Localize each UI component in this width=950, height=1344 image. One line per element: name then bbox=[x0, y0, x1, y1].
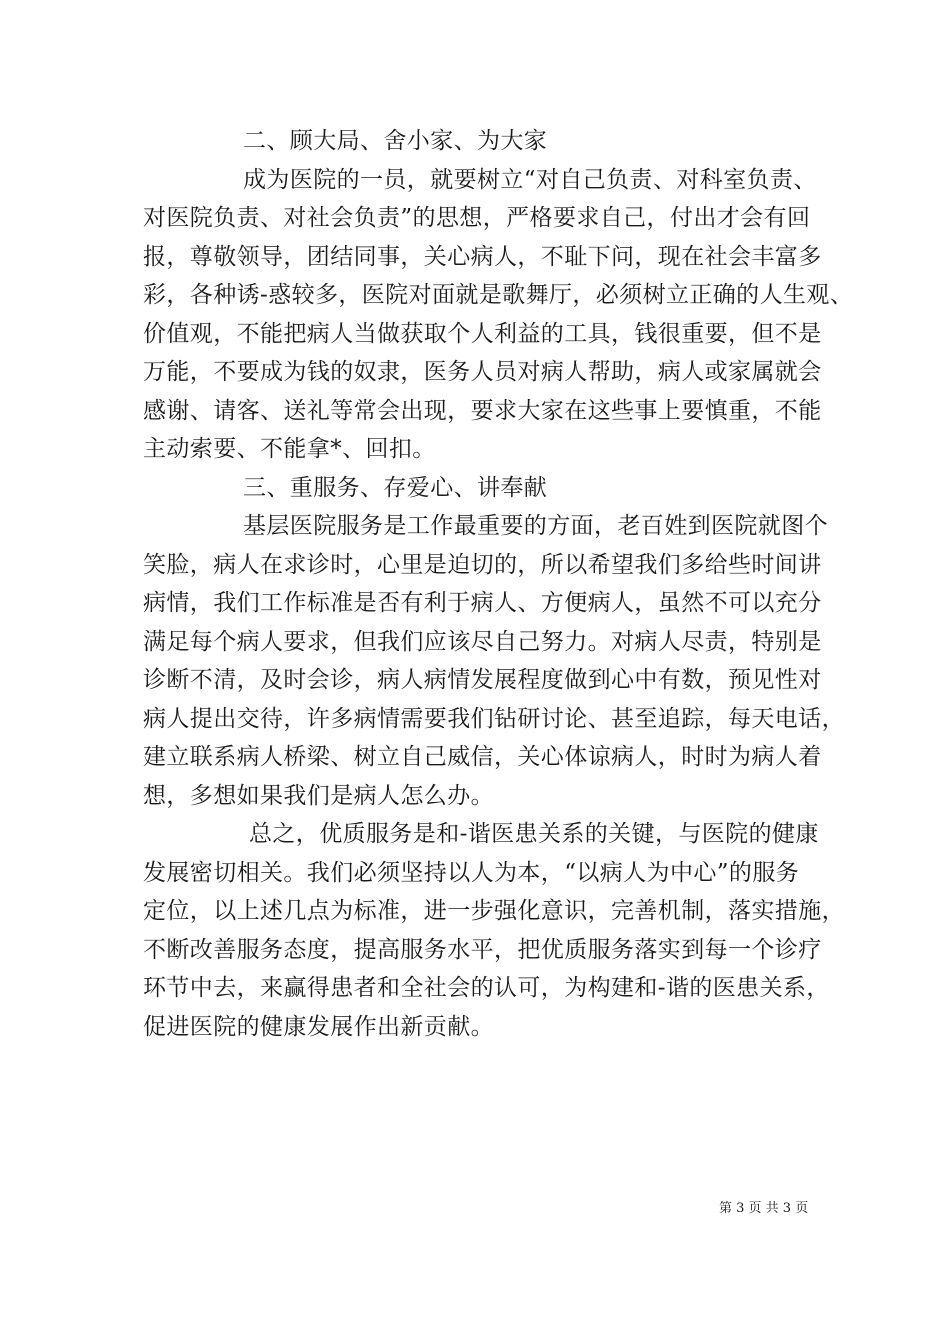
paragraph-line: 发展密切相关。我们必须坚持以人为本，“以病人为中心”的服务 bbox=[143, 859, 800, 886]
paragraph-line: 病情，我们工作标准是否有利于病人、方便病人，虽然不可以充分 bbox=[143, 590, 822, 616]
paragraph-line: 满足每个病人要求，但我们应该尽自己努力。对病人尽责，特别是 bbox=[143, 628, 822, 655]
paragraph-line: 总之，优质服务是和-谐医患关系的关键，与医院的健康 bbox=[249, 821, 819, 847]
paragraph-line: 对医院负责、对社会负责”的思想，严格要求自己，付出才会有回 bbox=[143, 205, 811, 231]
paragraph-line: 报，尊敬领导，团结同事，关心病人，不耻下问，现在社会丰富多 bbox=[143, 243, 822, 270]
paragraph-line: 万能，不要成为钱的奴隶，医务人员对病人帮助，病人或家属就会 bbox=[143, 359, 822, 385]
paragraph-line: 想，多想如果我们是病人怎么办。 bbox=[143, 782, 494, 809]
paragraph-line: 成为医院的一员，就要树立“对自己负责、对科室负责、 bbox=[243, 166, 817, 193]
paragraph-line: 环节中去，来赢得患者和全社会的认可，为构建和-谐的医患关系， bbox=[143, 975, 830, 1001]
paragraph-line: 彩，各种诱-惑较多，医院对面就是歌舞厅，必须树立正确的人生观、 bbox=[143, 282, 854, 308]
paragraph-line: 定位，以上述几点为标准，进一步强化意识，完善机制，落实措施， bbox=[143, 898, 845, 924]
paragraph-line: 诊断不清，及时会诊，病人病情发展程度做到心中有数，预见性对 bbox=[143, 667, 822, 693]
paragraph-line: 价值观，不能把病人当做获取个人利益的工具，钱很重要，但不是 bbox=[143, 320, 822, 347]
paragraph-line: 促进医院的健康发展作出新贡献。 bbox=[143, 1013, 494, 1040]
document-body bbox=[143, 122, 854, 1046]
page-number-footer: 第 3 页 共 3 页 bbox=[719, 1201, 809, 1216]
paragraph-line: 不断改善服务态度，提高服务水平，把优质服务落实到每一个诊疗 bbox=[143, 936, 822, 963]
section-heading-2: 二、顾大局、舍小家、为大家 bbox=[243, 128, 548, 154]
paragraph-line: 病人提出交待，许多病情需要我们钻研讨论、甚至追踪，每天电话， bbox=[143, 705, 845, 732]
paragraph-line: 基层医院服务是工作最重要的方面，老百姓到医院就图个 bbox=[243, 513, 828, 539]
paragraph-line: 主动索要、不能拿*、回扣。 bbox=[143, 436, 436, 462]
paragraph-line: 笑脸，病人在求诊时，心里是迫切的，所以希望我们多给些时间讲 bbox=[143, 551, 822, 578]
paragraph-line: 感谢、请客、送礼等常会出现，要求大家在这些事上要慎重，不能 bbox=[143, 397, 822, 424]
paragraph-line: 建立联系病人桥梁、树立自己威信，关心体谅病人，时时为病人着 bbox=[143, 744, 822, 770]
section-heading-3: 三、重服务、存爱心、讲奉献 bbox=[243, 474, 548, 501]
